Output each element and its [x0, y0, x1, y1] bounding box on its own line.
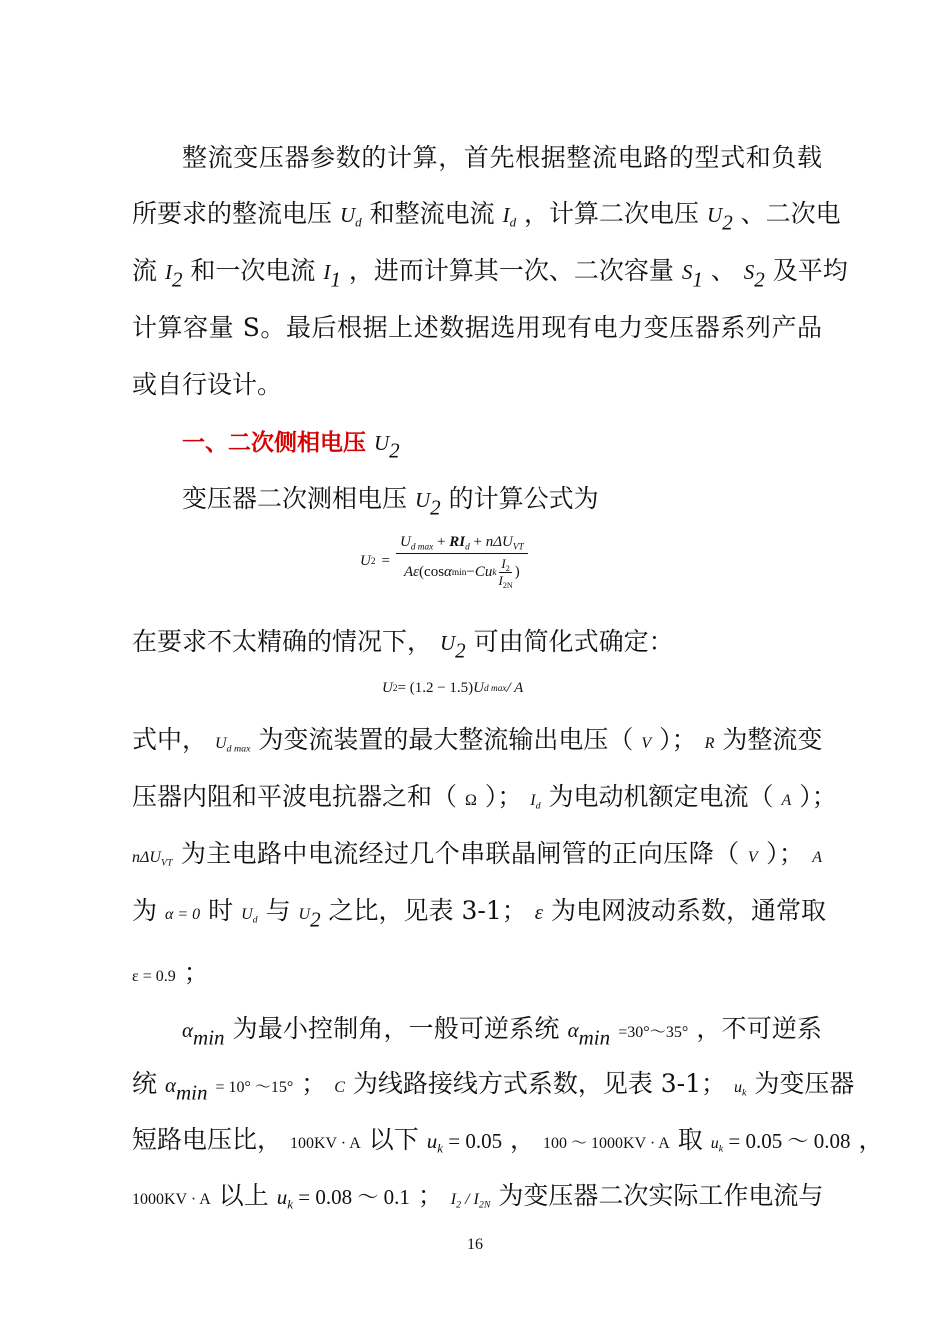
- math-uk: $u_k = 0.05$: [426, 1129, 503, 1156]
- paragraph-line: [132, 310, 822, 346]
- math-uk: $u_k = 0.05$ ～ 0.08: [710, 1129, 851, 1155]
- paragraph-line: [132, 196, 841, 235]
- text: 为整流变: [722, 725, 823, 754]
- math-ud: $U_d$: [339, 203, 362, 230]
- text: 计算容量 S。最后根据上述数据选用现有电力变压器系列产品: [132, 313, 822, 342]
- unit-v: V: [747, 849, 758, 866]
- text: 以下: [368, 1125, 419, 1154]
- math-range: =30°～35°: [618, 1024, 689, 1041]
- text: 式中，: [132, 725, 208, 754]
- text: ）；: [659, 725, 697, 754]
- math-uk: $u_k$: [734, 1079, 747, 1099]
- math-alpha-min: $\alpha_{min}$: [164, 1073, 208, 1105]
- heading-text: 一、二次侧相电压: [182, 430, 366, 456]
- math-alpha-min: $\alpha_{min}$: [182, 1018, 225, 1050]
- text: 和一次电流: [190, 256, 316, 285]
- text: 为变压器二次实际工作电流与: [498, 1181, 824, 1210]
- text: 短路电压比，: [132, 1125, 283, 1154]
- text: 为最小控制角，一般可逆系统: [232, 1014, 560, 1043]
- text: 时: [208, 896, 234, 925]
- math-alpha-min: $\alpha_{min}$: [567, 1018, 611, 1050]
- paragraph-line: [132, 1178, 822, 1218]
- text: 为变压器: [754, 1069, 855, 1098]
- text: 为: [132, 896, 158, 925]
- text: 为电网波动系数，通常取: [550, 896, 826, 925]
- math-u2: $U_2$: [707, 203, 733, 235]
- text: 所要求的整流电压: [132, 199, 333, 228]
- text: ，: [510, 1125, 536, 1154]
- math-alpha-zero: α = 0: [164, 906, 201, 923]
- math-s2: $S_2$: [743, 260, 765, 292]
- unit-ohm: Ω: [464, 792, 477, 809]
- text: 为变流装置的最大整流输出电压（: [258, 725, 634, 754]
- text: 为线路接线方式系数，见表 3-1；: [352, 1069, 727, 1098]
- math-c: C: [334, 1079, 345, 1096]
- text: 整流变压器参数的计算，首先根据整流电路的型式和负载: [182, 143, 822, 172]
- text: 变压器二次测相电压: [182, 484, 408, 513]
- math-epsilon: ε: [534, 900, 543, 924]
- math-capacity: 100 ～ 1000KV · A: [543, 1135, 670, 1152]
- math-id: $I_d$: [502, 203, 517, 230]
- text: ，计算二次电压: [524, 199, 700, 228]
- paragraph-line: [132, 1066, 855, 1106]
- text: ，: [858, 1125, 884, 1154]
- text: 或自行设计。: [132, 370, 283, 399]
- text: 之比，见表 3-1；: [328, 896, 527, 925]
- math-uk: $u_k = 0.08$ ～ 0.1: [276, 1185, 410, 1212]
- paragraph-line: [182, 1011, 822, 1051]
- math-a: A: [812, 849, 822, 866]
- math-r: R: [704, 735, 715, 752]
- paragraph-line: [132, 893, 826, 933]
- math-ud: $U_d$: [241, 906, 258, 926]
- text: 、: [710, 256, 736, 285]
- text: 压器内阻和平波电抗器之和（: [132, 782, 458, 811]
- text: ）；: [799, 782, 837, 811]
- text: 为主电路中电流经过几个串联晶闸管的正向压降（: [180, 839, 740, 868]
- text: ；: [417, 1181, 443, 1210]
- text: 统: [132, 1069, 158, 1098]
- paragraph-line: [132, 836, 822, 876]
- formula-u2-simple: U 2 = (1.2 − 1.5) U d max / A: [382, 680, 524, 696]
- math-i1: $I_1$: [323, 260, 341, 292]
- paragraph-line: [132, 955, 822, 995]
- unit-v: V: [641, 735, 652, 752]
- paragraph-line: [132, 253, 848, 292]
- text: ；: [183, 958, 209, 987]
- paragraph-line: [132, 1122, 884, 1162]
- math-u2: $U_2$: [439, 631, 466, 663]
- text: 以上: [218, 1181, 269, 1210]
- text: 与: [265, 896, 291, 925]
- text: 及平均: [772, 256, 848, 285]
- paragraph-line: [182, 140, 822, 176]
- math-u2: $U_2$: [373, 431, 400, 463]
- math-id: $I_d$: [530, 792, 541, 812]
- text: 流: [132, 256, 158, 285]
- paragraph-line: [132, 367, 822, 403]
- text: 可由简化式确定：: [473, 627, 674, 656]
- paragraph-line: [132, 722, 822, 762]
- text: 和整流电流: [369, 199, 495, 228]
- math-udmax: $U_{d max}$: [214, 735, 251, 755]
- text: ）；: [484, 782, 523, 811]
- text: ）；: [765, 839, 804, 868]
- text: ，不可逆系: [696, 1014, 822, 1043]
- math-range: = 10° ～15°: [215, 1079, 294, 1096]
- text: 的计算公式为: [448, 484, 599, 513]
- math-epsilon-value: ε = 0.9: [132, 968, 176, 985]
- text: 、二次电: [740, 199, 841, 228]
- math-ndeltauvt: nΔU$_{VT}$: [132, 849, 173, 869]
- math-s1: $S_1$: [681, 260, 703, 292]
- paragraph-line: [132, 624, 822, 661]
- page-number: 16: [467, 1236, 483, 1253]
- math-capacity: 100KV · A: [289, 1135, 361, 1152]
- math-i2-over-i2n: $I_2 / I_{2N}$: [450, 1191, 491, 1211]
- math-u2: $U_2$: [298, 906, 321, 932]
- formula-fraction: [396, 534, 528, 589]
- section-heading: [182, 424, 822, 461]
- text: 取: [677, 1125, 703, 1154]
- math-u2: $U_2$: [414, 488, 441, 520]
- text: 为电动机额定电流（: [548, 782, 774, 811]
- paragraph-line: [132, 779, 837, 819]
- text: ，进而计算其一次、二次容量: [348, 256, 674, 285]
- math-i2: $I_2$: [164, 260, 183, 292]
- unit-a: A: [781, 792, 792, 809]
- denominator: Aε (cos α min − Cu k $I_2$ $I_{2N}$ ): [403, 556, 520, 590]
- paragraph-line: [182, 481, 822, 518]
- ratio-fraction: $I_2$ $I_{2N}$: [498, 556, 513, 590]
- formula-u2-full: U 2 = $U_{d max} + RI_d + n\Delta U_{VT}$ Aε (cos α min − Cu k $I_2$ $I_{2N}$ ): [360, 534, 528, 589]
- math-capacity: 1000KV · A: [132, 1191, 211, 1208]
- text: 在要求不太精确的情况下，: [132, 627, 433, 656]
- text: ；: [301, 1069, 327, 1098]
- numerator: $U_{d max} + RI_d + n\Delta U_{VT}$: [396, 534, 528, 554]
